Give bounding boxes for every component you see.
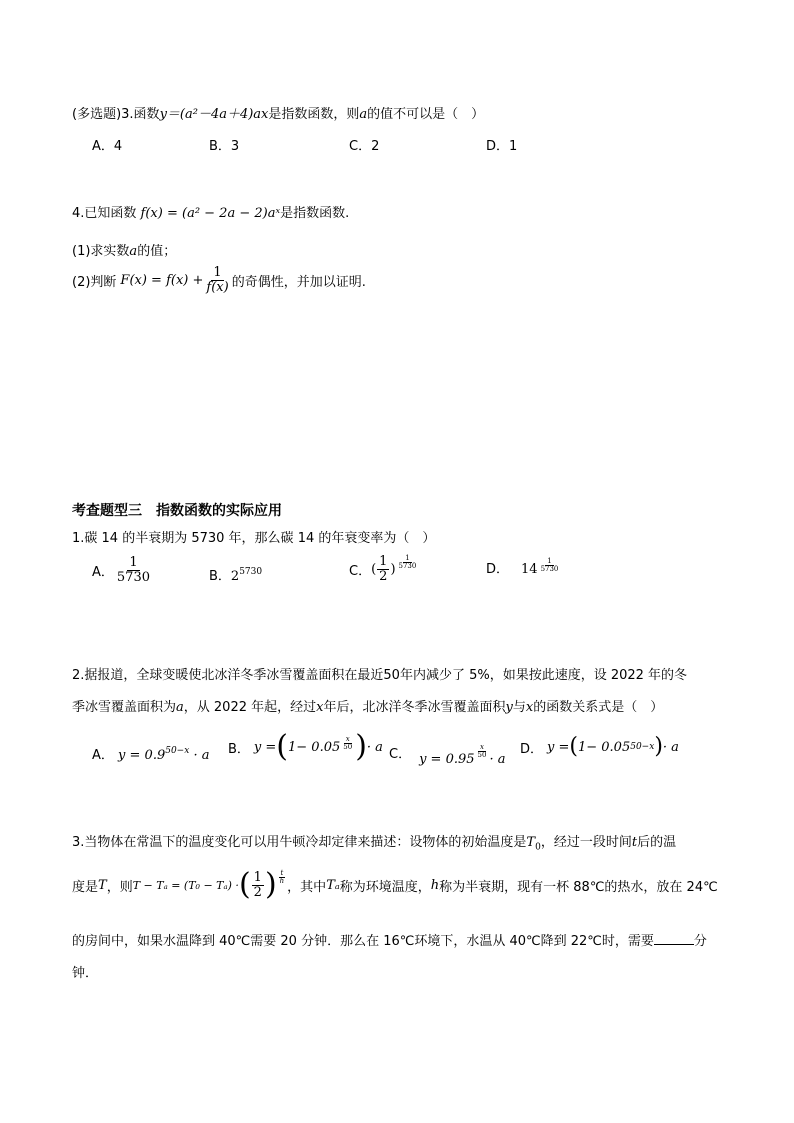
s3-var-ta: Tₐ bbox=[326, 877, 340, 893]
s3-half-frac bbox=[252, 871, 264, 899]
s2-opt-c-exp bbox=[476, 744, 489, 760]
s2-opt-b-inner: 1− 0.05 bbox=[288, 739, 341, 755]
s2-opt-c-pre: y = 0.95 bbox=[419, 752, 475, 767]
s2-opt-c-label: C． bbox=[389, 747, 412, 762]
s3-half-den: 2 bbox=[253, 884, 262, 900]
s1-opt-d-base: 14 bbox=[521, 562, 538, 577]
s1-opt-a-num: 1 bbox=[129, 555, 138, 570]
s2-opt-b-exp-den: 50 bbox=[343, 743, 353, 752]
s2-line2-e: 的函数关系式是（ ） bbox=[533, 700, 664, 715]
s3-line3 bbox=[72, 930, 707, 949]
q3-var: a bbox=[359, 107, 368, 122]
s3-exp-frac bbox=[278, 870, 287, 886]
s1-opt-c-exp bbox=[397, 555, 419, 571]
s1-option-d bbox=[486, 558, 561, 577]
s3-exp-num: t bbox=[280, 869, 284, 877]
s1-opt-c-num: 1 bbox=[379, 554, 388, 569]
s2-line2-b: ，从 2022 年起，经过 bbox=[183, 700, 317, 715]
q4-frac-den: f(x) bbox=[206, 279, 229, 295]
s2-opt-a-exp: 50−x bbox=[165, 746, 190, 756]
s1-opt-d-label: D． bbox=[486, 562, 510, 577]
s2-opt-b-tail: · a bbox=[366, 739, 383, 755]
s2-var-a: a bbox=[176, 700, 184, 715]
q4-frac-num: 1 bbox=[213, 265, 222, 280]
s2-var-x: x bbox=[316, 700, 324, 715]
s2-line2 bbox=[72, 696, 663, 715]
s3-var-t0-sub: 0 bbox=[535, 842, 541, 853]
q3-option-a: A．4 bbox=[92, 139, 123, 154]
s2-option-c bbox=[389, 738, 505, 767]
s2-opt-d-tail: · a bbox=[662, 739, 679, 755]
s3-line1-c: 后的温 bbox=[637, 835, 677, 850]
s2-opt-d-label: D． bbox=[520, 741, 544, 757]
q3-multi-stem bbox=[72, 103, 484, 122]
q4-part2-prefix: (2)判断 bbox=[72, 274, 117, 290]
s2-var-x2: x bbox=[525, 700, 534, 715]
s1-opt-c-frac bbox=[377, 555, 389, 583]
q3-option-c: C．2 bbox=[349, 139, 380, 154]
s1-opt-d-exp bbox=[539, 558, 561, 574]
q4-part2-suffix: 的奇偶性，并加以证明. bbox=[231, 274, 366, 290]
s3-line1-b: ，经过一段时间 bbox=[540, 835, 632, 850]
s1-stem: 1.碳 14 的半衰期为 5730 年，那么碳 14 的年衰变率为（ ） bbox=[72, 531, 436, 546]
s2-opt-b-label: B． bbox=[228, 741, 250, 757]
q4-part2-fraction bbox=[204, 266, 230, 294]
q4-formula: f(x) = (a² − 2a − 2)aˣ bbox=[140, 206, 281, 221]
s2-option-a bbox=[92, 744, 209, 763]
s3-var-t: t bbox=[631, 835, 638, 850]
answer-blank[interactable] bbox=[654, 932, 694, 945]
s2-opt-c-exp-den: 50 bbox=[477, 751, 487, 760]
section-title: 考查题型三 指数函数的实际应用 bbox=[72, 503, 282, 519]
s2-opt-d-pre: y = bbox=[547, 739, 570, 755]
s3-exp-den: h bbox=[279, 877, 285, 886]
s2-opt-a-label: A． bbox=[92, 748, 114, 763]
s1-opt-d-exp-den: 5730 bbox=[540, 565, 559, 574]
s2-line1: 2.据报道，全球变暖使北冰洋冬季冰雪覆盖面积在最近50年内减少了 5%，如果按此速度，设 2022 年的冬 bbox=[72, 668, 688, 683]
q4-stem bbox=[72, 202, 349, 221]
s3-line2-c: ，其中 bbox=[287, 879, 327, 895]
q4-part1-text: (1)求实数 bbox=[72, 244, 130, 259]
s2-opt-c-tail: · a bbox=[489, 752, 506, 767]
s3-line1-a: 3.当物体在常温下的温度变化可以用牛顿冷却定律来描述：设物体的初始温度是 bbox=[72, 835, 527, 850]
s2-line2-c: 年后，北冰洋冬季冰雪覆盖面积 bbox=[323, 700, 506, 715]
s1-option-b bbox=[209, 565, 262, 584]
s1-opt-c-label: C． bbox=[349, 563, 372, 579]
q3-formula: y＝(a²－4a＋4)ax bbox=[159, 107, 269, 122]
s3-var-h: h bbox=[430, 877, 440, 893]
s3-line3-tail: 分 bbox=[693, 934, 707, 949]
s3-line1 bbox=[72, 831, 676, 853]
s1-opt-a-frac bbox=[115, 556, 152, 584]
s1-opt-a-den: 5730 bbox=[116, 569, 150, 585]
s1-opt-c-exp-den: 5730 bbox=[398, 562, 417, 571]
s1-opt-c-exp-num: 1 bbox=[405, 554, 410, 562]
s1-opt-a-label: A． bbox=[92, 564, 114, 580]
s2-line2-d: 与 bbox=[512, 700, 526, 715]
s3-line2-b: ，则 bbox=[106, 879, 133, 895]
q4-prefix: 4.已知函数 bbox=[72, 206, 137, 221]
s3-var-T: T bbox=[98, 877, 107, 893]
q4-part2 bbox=[72, 266, 366, 294]
s1-opt-d-exp-num: 1 bbox=[547, 557, 552, 565]
q3-option-b: B．3 bbox=[209, 139, 240, 154]
s1-opt-b-base: 2 bbox=[230, 569, 240, 584]
s2-opt-b-exp bbox=[341, 736, 354, 752]
s1-opt-b-label: B． bbox=[209, 569, 231, 584]
s3-line3-text: 的房间中，如果水温降到 40℃需要 20 分钟．那么在 16℃环境下，水温从 40℃降到 22℃时，需要 bbox=[72, 934, 654, 949]
q3-prefix: (多选题)3.函数 bbox=[72, 107, 160, 122]
s3-line2-a: 度是 bbox=[72, 879, 99, 895]
q3-option-d: D．1 bbox=[486, 139, 518, 154]
s2-opt-c-exp-num: x bbox=[480, 743, 484, 751]
s3-line2: 度是 T ，则 T − Tₐ = (T₀ − Tₐ) · ( $\frac{1}{2}$ ) $\frac{t}{h}$ ，其中 Tₐ 称为环境温度， h 称为半衰期，现有一杯 88℃的热水，放在 24℃ bbox=[72, 867, 718, 902]
s2-opt-a-formula: y = 0.9 bbox=[118, 748, 166, 763]
q3-suffix: 的值不可以是（ ） bbox=[367, 107, 485, 122]
q4-part2-formula: F(x) = f(x) + bbox=[120, 272, 204, 288]
q4-part1-suffix: 的值； bbox=[137, 244, 177, 259]
q3-mid: 是指数函数，则 bbox=[268, 107, 360, 122]
s2-option-b: B． y = ( 1− 0.05 $\frac{x}{50}$ ) · a bbox=[228, 729, 383, 764]
s1-option-a bbox=[92, 556, 153, 584]
s2-opt-d-inner: 1− 0.05 bbox=[577, 739, 631, 755]
s1-opt-c-den: 2 bbox=[379, 568, 388, 584]
s2-opt-a-tail: · a bbox=[193, 748, 210, 763]
q4-part1 bbox=[72, 240, 176, 259]
s2-option-d: D． y = ( 1− 0.05 50−x ) · a bbox=[520, 734, 679, 759]
s3-var-t0: T bbox=[526, 835, 536, 850]
s1-option-c: C． ( $\frac{1}{2}$ ) $\frac{1}{5730}$ bbox=[349, 554, 417, 584]
s3-line2-d: 称为环境温度， bbox=[339, 879, 431, 895]
q4-part1-var: a bbox=[129, 244, 138, 259]
s1-opt-b-exp: 5730 bbox=[239, 567, 263, 577]
s3-formula: T − Tₐ = (T₀ − Tₐ) · bbox=[132, 878, 239, 892]
s2-line2-a: 季冰雪覆盖面积为 bbox=[72, 700, 177, 715]
s3-half-num: 1 bbox=[253, 869, 262, 885]
s2-opt-b-pre: y = bbox=[253, 739, 277, 755]
q4-suffix: 是指数函数. bbox=[280, 206, 350, 221]
s3-line2-e: 称为半衰期，现有一杯 88℃的热水，放在 24℃ bbox=[439, 879, 718, 895]
s2-var-y: y bbox=[505, 700, 513, 715]
s2-opt-b-exp-num: x bbox=[345, 735, 350, 743]
s3-line4: 钟． bbox=[72, 966, 99, 981]
